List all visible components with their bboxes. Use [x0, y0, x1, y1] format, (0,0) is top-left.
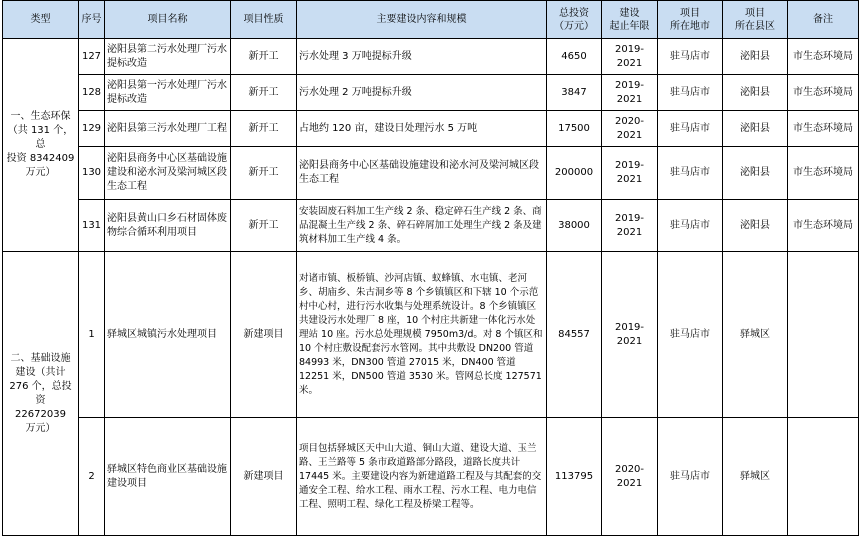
- spreadsheet-sheet: [2, 0, 858, 545]
- category-label-line: 万元）: [25, 422, 56, 434]
- cell-period: 2019-2021: [602, 200, 658, 252]
- cell-content: 污水处理 3 万吨提标升级: [297, 39, 547, 75]
- header-no: 序号: [79, 1, 105, 39]
- header-period-line2: 起止年限: [609, 20, 650, 32]
- cell-content: 泌阳县商务中心区基础设施建设和泌水河及梁河城区段生态工程: [297, 147, 547, 200]
- table-row: [3, 75, 859, 111]
- header-note: 备注: [788, 1, 859, 39]
- cell-invest: 113795: [547, 418, 602, 536]
- cell-no: 128: [79, 75, 105, 111]
- cell-name: 泌阳县第二污水处理厂污水提标改造: [105, 39, 231, 75]
- cell-no: 2: [79, 418, 105, 536]
- cell-county: 泌阳县: [723, 200, 788, 252]
- cell-period: 2019-2021: [602, 39, 658, 75]
- cell-invest: 17500: [547, 111, 602, 147]
- cell-name: 驿城区特色商业区基础设施建设项目: [105, 418, 231, 536]
- cell-content: 对诸市镇、板桥镇、沙河店镇、蚁蜂镇、水屯镇、老河乡、胡庙乡、朱古洞乡等 8 个乡镇镇区和下辖 10 个示范村中心村，进行污水收集与处理系统设计。8 个乡镇镇区共建设污水处理厂 8 座，10 个村庄共新建一体化污水处理站 10 座。污水总处理规模 7950m3/d。对 8 个镇区和 10 个村庄敷设配套污水管网。其中共敷设 DN200 管道 84993 米，DN300 管道 27015 米，DN400 管道 12251 米，DN500 管道 3530 米。管网总长度 127571 米。: [297, 252, 547, 418]
- cell-name: 泌阳县黄山口乡石材固体废物综合循环利用项目: [105, 200, 231, 252]
- header-row: [3, 1, 859, 39]
- cell-nature: 新开工: [231, 111, 297, 147]
- header-name: 项目名称: [105, 1, 231, 39]
- cell-note: 市生态环境局: [788, 200, 859, 252]
- cell-period: 2020-2021: [602, 418, 658, 536]
- category-label-line: （共 131 个，总: [7, 125, 74, 150]
- cell-city: 驻马店市: [658, 147, 723, 200]
- category-cell-infra: [3, 252, 79, 536]
- cell-invest: 3847: [547, 75, 602, 111]
- cell-nature: 新开工: [231, 39, 297, 75]
- cell-content: 安装固废石料加工生产线 2 条、稳定碎石生产线 2 条、商品混凝土生产线 2 条、碎石碎屑加工处理生产线 2 条及建筑材料加工生产线 4 条。: [297, 200, 547, 252]
- table-row: [3, 111, 859, 147]
- cell-city: 驻马店市: [658, 200, 723, 252]
- header-content: 主要建设内容和规模: [297, 1, 547, 39]
- cell-invest: 4650: [547, 39, 602, 75]
- cell-invest: 84557: [547, 252, 602, 418]
- header-nature: 项目性质: [231, 1, 297, 39]
- category-label-line: 一、生态环保: [10, 111, 71, 122]
- header-invest: [547, 1, 602, 39]
- header-city-line2: 所在地市: [670, 20, 710, 32]
- cell-note: [788, 418, 859, 536]
- cell-city: 驻马店市: [658, 252, 723, 418]
- cell-county: 泌阳县: [723, 75, 788, 111]
- cell-no: 130: [79, 147, 105, 200]
- cell-no: 1: [79, 252, 105, 418]
- cell-period: 2020-2021: [602, 111, 658, 147]
- cell-note: 市生态环境局: [788, 147, 859, 200]
- cell-content: 项目包括驿城区天中山大道、铜山大道、建设大道、玉兰路、王兰路等 5 条市政道路部分路段，道路长度共计 17445 米。主要建设内容为新建道路工程及与其配套的交通安全工程、给水工程、雨水工程、污水工程、电力电信工程、照明工程、绿化工程及桥梁工程等。: [297, 418, 547, 536]
- header-county: [723, 1, 788, 39]
- cell-county: 泌阳县: [723, 147, 788, 200]
- category-label-line: 建设（共计: [15, 366, 66, 378]
- cell-city: 驻马店市: [658, 418, 723, 536]
- category-label-line: 万元）: [25, 167, 56, 178]
- header-invest-line2: （万元）: [554, 20, 594, 32]
- cell-content: 占地约 120 亩，建设日处理污水 5 万吨: [297, 111, 547, 147]
- table-row: [3, 200, 859, 252]
- cell-invest: 38000: [547, 200, 602, 252]
- cell-period: 2019-2021: [602, 147, 658, 200]
- cell-name: 泌阳县第三污水处理厂工程: [105, 111, 231, 147]
- cell-note: [788, 252, 859, 418]
- cell-no: 131: [79, 200, 105, 252]
- header-county-line1: 项目: [745, 7, 765, 19]
- cell-nature: 新开工: [231, 147, 297, 200]
- table-row: [3, 252, 859, 418]
- cell-content: 污水处理 2 万吨提标升级: [297, 75, 547, 111]
- table-row: [3, 418, 859, 536]
- cell-name: 泌阳县第一污水处理厂污水提标改造: [105, 75, 231, 111]
- cell-nature: 新开工: [231, 200, 297, 252]
- cell-nature: 新建项目: [231, 418, 297, 536]
- category-label-line: 276 个，总投资: [9, 380, 72, 406]
- cell-note: 市生态环境局: [788, 111, 859, 147]
- header-city-line1: 项目: [680, 7, 700, 19]
- header-county-line2: 所在县区: [735, 20, 775, 32]
- header-period: [602, 1, 658, 39]
- category-label-line: 投资 8342409: [6, 153, 75, 164]
- cell-invest: 200000: [547, 147, 602, 200]
- cell-note: 市生态环境局: [788, 75, 859, 111]
- cell-nature: 新开工: [231, 75, 297, 111]
- cell-no: 127: [79, 39, 105, 75]
- header-invest-line1: 总投资: [559, 7, 589, 19]
- cell-county: 驿城区: [723, 252, 788, 418]
- header-type: 类型: [3, 1, 79, 39]
- project-table: [2, 0, 859, 536]
- cell-city: 驻马店市: [658, 75, 723, 111]
- cell-county: 驿城区: [723, 418, 788, 536]
- cell-city: 驻马店市: [658, 111, 723, 147]
- cell-county: 泌阳县: [723, 39, 788, 75]
- cell-note: 市生态环境局: [788, 39, 859, 75]
- category-label-line: 二、基础设施: [10, 352, 71, 364]
- table-row: [3, 147, 859, 200]
- cell-nature: 新建项目: [231, 252, 297, 418]
- cell-name: 泌阳县商务中心区基础设施建设和泌水河及梁河城区段生态工程: [105, 147, 231, 200]
- header-period-line1: 建设: [619, 7, 640, 19]
- table-row: [3, 39, 859, 75]
- cell-no: 129: [79, 111, 105, 147]
- category-label-line: 22672039: [15, 408, 66, 420]
- cell-county: 泌阳县: [723, 111, 788, 147]
- category-cell-eco: [3, 39, 79, 252]
- cell-city: 驻马店市: [658, 39, 723, 75]
- header-city: [658, 1, 723, 39]
- cell-period: 2019-2021: [602, 252, 658, 418]
- cell-period: 2019-2021: [602, 75, 658, 111]
- cell-name: 驿城区城镇污水处理项目: [105, 252, 231, 418]
